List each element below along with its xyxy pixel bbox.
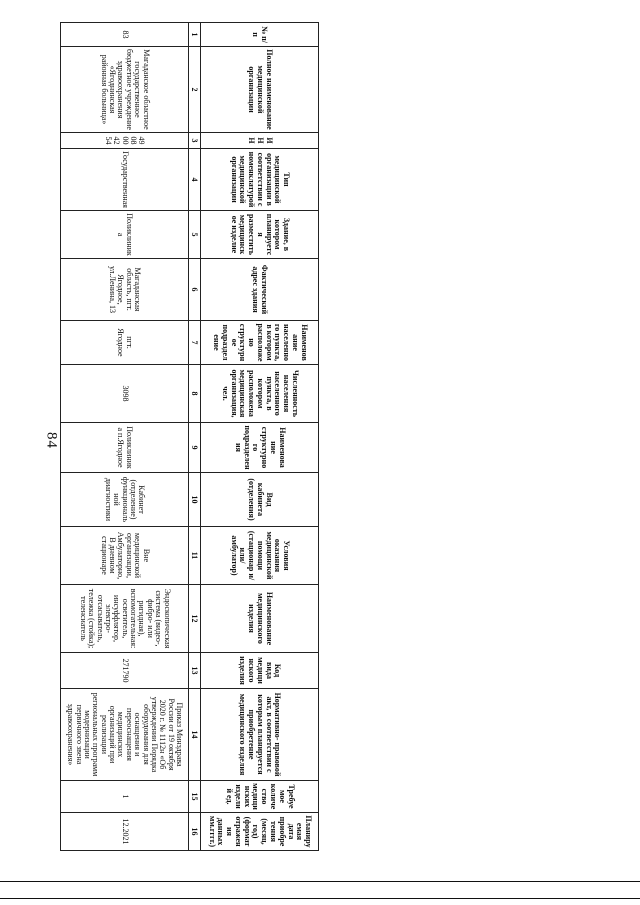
column-number-cell: 9 — [189, 423, 201, 473]
header-cell-9: Наименование структурного подразделения — [201, 423, 319, 473]
column-number-cell: 7 — [189, 321, 201, 365]
equipment-table-container — [60, 22, 318, 850]
device-name-cell: Эндоскопическая система (видео-, фибро- или ригидная), вспомогательная: осветитель, инсуффлятор, электро-отсасыватель, тележка (стойка); теленсиатель — [61, 585, 189, 653]
column-number-cell: 2 — [189, 47, 201, 133]
column-number-cell: 10 — [189, 473, 201, 527]
organization-type-cell: Государственная — [61, 149, 189, 211]
subdivision-cell: Поликлиника п.Ягодное — [61, 423, 189, 473]
header-cell-4: Тип медицинской организации в соответствии с номенклатурой медицинской организации — [201, 149, 319, 211]
column-number-cell: 4 — [189, 149, 201, 211]
header-cell-15: Требуемое количество медицинских изделий ед. — [201, 781, 319, 813]
legal-act-cell: Приказ Минздрава России от 19 октября 2020 г. № 1112н «Об утверждении Порядка оборудования для оснащения и переоснащения медицинских организаций при реализации региональных программ модернизации первичного звена здравоохранения» — [61, 689, 189, 781]
table-row — [61, 23, 189, 851]
header-row — [201, 23, 319, 851]
header-cell-6: Фактический адрес здания — [201, 259, 319, 321]
address-cell: Магаданская область, пгт. Ягодное, ул.Ленина, 13 — [61, 259, 189, 321]
column-number-cell: 3 — [189, 133, 201, 149]
device-code-cell: 271790 — [61, 653, 189, 689]
population-cell: 3098 — [61, 365, 189, 423]
organization-name-cell: Магаданское областное государственное бюджетное учреждение здравоохранения «Ягоднинская районная больница» — [61, 47, 189, 133]
column-number-cell: 11 — [189, 527, 201, 585]
header-cell-8: Численность населения населенного пункта, в котором расположена медицинская организация, чел. — [201, 365, 319, 423]
inn-cell: 4908004254 — [61, 133, 189, 149]
header-cell-1: № п/п — [201, 23, 319, 47]
equipment-table — [60, 22, 319, 851]
row-number-cell: 83 — [61, 23, 189, 47]
quantity-cell: 1 — [61, 781, 189, 813]
header-cell-11: Условия оказания медицинской помощи (стационар и/или/амбулатор) — [201, 527, 319, 585]
header-cell-5: Здание, в котором планируется разместить медицинское изделие — [201, 211, 319, 259]
column-number-cell: 1 — [189, 23, 201, 47]
column-number-cell: 14 — [189, 689, 201, 781]
footer-divider — [0, 881, 640, 882]
header-cell-16: Планируемая дата приобретения (месяц, год) (формат отражения данных мм.гггг.) — [201, 813, 319, 851]
header-cell-7: Наименование населенного пункта, в котором расположено структурное подразделение — [201, 321, 319, 365]
purchase-date-cell: 12.2021 — [61, 813, 189, 851]
column-number-cell: 15 — [189, 781, 201, 813]
column-number-cell: 12 — [189, 585, 201, 653]
column-number-cell: 6 — [189, 259, 201, 321]
column-number-cell: 13 — [189, 653, 201, 689]
header-cell-13: Код вида медицинского изделия — [201, 653, 319, 689]
header-cell-14: Нормативно- правовой акт, в соответствии с которым планируется приобретение медицинского изделия — [201, 689, 319, 781]
page-number: 84 — [43, 432, 60, 449]
header-cell-3: ИНН — [201, 133, 319, 149]
column-number-cell: 5 — [189, 211, 201, 259]
header-cell-10: Вид кабинета (отделения) — [201, 473, 319, 527]
cabinet-type-cell: Кабинет (отделение) функциональной диагностики — [61, 473, 189, 527]
header-cell-12: Наименование медицинского изделия — [201, 585, 319, 653]
column-number-cell: 16 — [189, 813, 201, 851]
footer-divider — [0, 898, 640, 899]
settlement-cell: пгт. Ягодное — [61, 321, 189, 365]
building-cell: Поликлиника — [61, 211, 189, 259]
care-conditions-cell: Вне медицинской организации, Амбулаторно, В дневном стационаре — [61, 527, 189, 585]
column-number-row — [189, 23, 201, 851]
header-cell-2: Полное наименование медицинской организации — [201, 47, 319, 133]
column-number-cell: 8 — [189, 365, 201, 423]
